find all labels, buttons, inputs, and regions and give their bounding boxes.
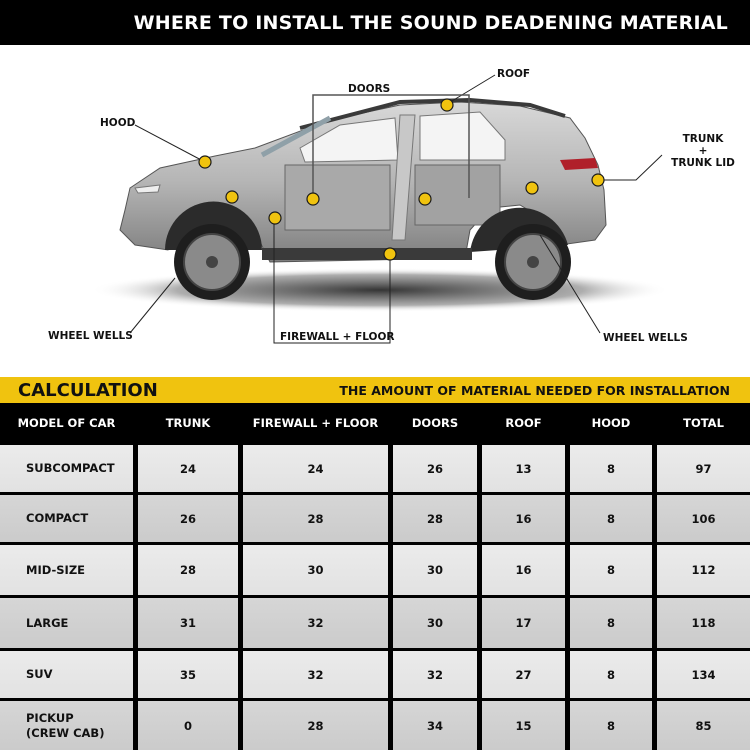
cell-roof: 17 [482, 598, 565, 648]
cell-firewall-floor: 30 [243, 545, 388, 595]
cell-hood: 8 [570, 545, 652, 595]
cell-trunk: 0 [138, 701, 238, 750]
table-row [0, 651, 750, 698]
cell-trunk: 26 [138, 495, 238, 542]
cell-roof: 27 [482, 651, 565, 698]
cell-trunk: 35 [138, 651, 238, 698]
cell-total: 106 [657, 495, 750, 542]
tail-light [560, 158, 598, 170]
cell-doors: 30 [393, 598, 477, 648]
cell-firewall-floor: 24 [243, 445, 388, 492]
table-row [0, 445, 750, 492]
cell-roof: 13 [482, 445, 565, 492]
cell-trunk: 24 [138, 445, 238, 492]
marker-front-door [307, 193, 319, 205]
cell-model [0, 445, 133, 492]
column-header-hood: HOOD [591, 416, 631, 430]
cell-model [0, 701, 133, 750]
callout-trunk-line1: TRUNK [682, 133, 724, 145]
cell-total: 97 [657, 445, 750, 492]
cell-roof: 15 [482, 701, 565, 750]
model-label: PICKUP [26, 710, 74, 725]
rear-wheel [495, 224, 571, 300]
cell-trunk: 31 [138, 598, 238, 648]
model-label: SUV [26, 667, 53, 681]
cell-total: 112 [657, 545, 750, 595]
front-door-frame [285, 165, 390, 230]
table-row [0, 495, 750, 542]
calculation-subtitle: THE AMOUNT OF MATERIAL NEEDED FOR INSTALLATION [339, 382, 730, 398]
page-title: WHERE TO INSTALL THE SOUND DEADENING MATERIAL [133, 11, 728, 34]
marker-roof [441, 99, 453, 111]
cell-firewall-floor: 28 [243, 495, 388, 542]
cell-total: 118 [657, 598, 750, 648]
cell-doors: 30 [393, 545, 477, 595]
column-header-doors: DOORS [411, 416, 459, 430]
model-label: LARGE [26, 615, 69, 630]
table-row [0, 598, 750, 648]
front-wheel [174, 224, 250, 300]
cell-model [0, 598, 133, 648]
material-table [0, 403, 750, 750]
cell-hood: 8 [570, 598, 652, 648]
calculation-title: CALCULATION [18, 379, 158, 401]
column-header-firewall-floor: FIREWALL + FLOOR [252, 416, 379, 430]
cell-hood: 8 [570, 701, 652, 750]
column-header-total: TOTAL [683, 416, 724, 430]
callout-roof: ROOF [497, 68, 531, 80]
marker-hood [199, 156, 211, 168]
model-label: MID-SIZE [26, 562, 86, 577]
column-header-trunk: TRUNK [165, 416, 211, 430]
model-label: SUBCOMPACT [26, 461, 115, 475]
callout-firewall-floor: FIREWALL + FLOOR [280, 331, 395, 343]
marker-firewall [269, 212, 281, 224]
page-title-bar [0, 0, 750, 45]
cell-doors: 26 [393, 445, 477, 492]
marker-rear-wheel-well [526, 182, 538, 194]
cell-hood: 8 [570, 651, 652, 698]
column-header-roof: ROOF [505, 416, 542, 430]
marker-trunk [592, 174, 604, 186]
model-label: COMPACT [26, 511, 89, 525]
cell-doors: 34 [393, 701, 477, 750]
cell-trunk: 28 [138, 545, 238, 595]
side-sill [262, 248, 472, 260]
cell-hood: 8 [570, 495, 652, 542]
cell-model [0, 545, 133, 595]
cell-hood: 8 [570, 445, 652, 492]
cell-model [0, 495, 133, 542]
cell-doors: 32 [393, 651, 477, 698]
cell-roof: 16 [482, 545, 565, 595]
marker-rear-door [419, 193, 431, 205]
callout-trunk [668, 133, 738, 169]
cell-firewall-floor: 32 [243, 598, 388, 648]
marker-front-wheel-well [226, 191, 238, 203]
calculation-bar [0, 377, 750, 403]
cell-model [0, 651, 133, 698]
marker-floor [384, 248, 396, 260]
table-row [0, 701, 750, 750]
callout-doors: DOORS [348, 83, 391, 95]
callout-wheel-wells-front: WHEEL WELLS [48, 330, 133, 342]
callout-hood: HOOD [100, 117, 136, 129]
cell-roof: 16 [482, 495, 565, 542]
callout-trunk-plus: + [698, 145, 708, 157]
column-header-model: MODEL OF CAR [17, 416, 116, 430]
callout-wheel-wells-rear: WHEEL WELLS [603, 332, 688, 344]
cell-doors: 28 [393, 495, 477, 542]
car-diagram [0, 45, 750, 375]
table-row [0, 545, 750, 595]
cell-firewall-floor: 28 [243, 701, 388, 750]
cell-total: 85 [657, 701, 750, 750]
cell-firewall-floor: 32 [243, 651, 388, 698]
model-label-line2: (CREW CAB) [26, 725, 105, 740]
table-header-row [0, 403, 750, 443]
callout-trunk-line2: TRUNK LID [671, 157, 735, 169]
cell-total: 134 [657, 651, 750, 698]
